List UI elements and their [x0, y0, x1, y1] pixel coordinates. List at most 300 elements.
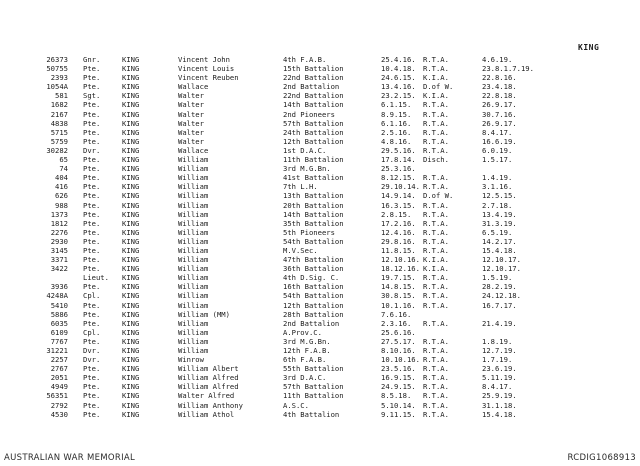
unit: 57th Battalion	[283, 382, 344, 392]
given-names: William	[178, 200, 209, 210]
return-date: 3.1.16.	[482, 182, 513, 192]
rank: Pte.	[83, 155, 101, 165]
table-row	[0, 373, 640, 382]
given-names: William Alfred	[178, 382, 239, 392]
given-names: Walter Alfred	[178, 391, 235, 401]
fate: R.T.A.	[423, 391, 449, 401]
unit: 11th Battalion	[283, 391, 344, 401]
given-names: William	[178, 264, 209, 274]
unit: 16th Battalion	[283, 282, 344, 292]
rank: Pte.	[83, 109, 101, 119]
rank: Pte.	[83, 227, 101, 237]
enlistment-date: 19.7.15.	[381, 273, 416, 283]
fate: R.T.A.	[423, 127, 449, 137]
enlistment-date: 2.3.16.	[381, 318, 412, 328]
service-number: 74	[59, 164, 68, 174]
service-number: 50755	[46, 64, 68, 74]
given-names: William	[178, 164, 209, 174]
fate: K.I.A.	[423, 73, 449, 83]
enlistment-date: 24.6.15.	[381, 73, 416, 83]
return-date: 31.1.18.	[482, 400, 517, 410]
given-names: William	[178, 209, 209, 219]
unit: 12th Battalion	[283, 136, 344, 146]
return-date: 6.0.19.	[482, 145, 513, 155]
enlistment-date: 11.8.15.	[381, 245, 416, 255]
document-id: RCDIG1068913	[567, 453, 636, 463]
unit: 3rd M.G.Bn.	[283, 336, 331, 346]
service-number: 1373	[50, 209, 68, 219]
return-date: 5.11.19.	[482, 373, 517, 383]
rank: Dvr.	[83, 346, 101, 355]
unit: 2nd Battalion	[283, 82, 340, 92]
rank: Pte.	[83, 300, 101, 310]
service-number: 2276	[50, 227, 68, 237]
unit: A.S.C.	[283, 400, 309, 410]
enlistment-date: 17.2.16.	[381, 218, 416, 228]
surname: KING	[122, 173, 140, 183]
given-names: Walter	[178, 136, 204, 146]
enlistment-date: 25.4.16.	[381, 55, 416, 64]
table-row	[0, 82, 640, 91]
rank: Pte.	[83, 318, 101, 328]
rank: Pte.	[83, 264, 101, 274]
surname: KING	[122, 55, 140, 64]
return-date: 14.2.17.	[482, 236, 517, 246]
service-number: 988	[55, 200, 68, 210]
surname: KING	[122, 109, 140, 119]
service-number: 3936	[50, 282, 68, 292]
enlistment-date: 25.6.16.	[381, 327, 416, 337]
table-row	[0, 282, 640, 291]
enlistment-date: 10.10.16.	[381, 355, 420, 365]
service-number: 4949	[50, 382, 68, 392]
enlistment-date: 8.5.18.	[381, 391, 412, 401]
enlistment-date: 2.8.15.	[381, 209, 412, 219]
surname: KING	[122, 364, 140, 374]
table-row	[0, 355, 640, 364]
rank: Pte.	[83, 164, 101, 174]
service-number: 6035	[50, 318, 68, 328]
rank: Gnr.	[83, 55, 101, 64]
service-number: 2930	[50, 236, 68, 246]
rank: Pte.	[83, 391, 101, 401]
surname: KING	[122, 182, 140, 192]
return-date: 24.12.18.	[482, 291, 521, 301]
service-number: 1054A	[46, 82, 68, 92]
unit: 5th Pioneers	[283, 227, 335, 237]
service-number: 2767	[50, 364, 68, 374]
fate: R.T.A.	[423, 245, 449, 255]
table-row	[0, 128, 640, 137]
footer	[0, 450, 640, 466]
given-names: William	[178, 255, 209, 265]
table-row	[0, 155, 640, 164]
surname: KING	[122, 64, 140, 74]
return-date: 16.6.19.	[482, 136, 517, 146]
return-date: 8.4.17.	[482, 127, 513, 137]
unit: 14th Battalion	[283, 100, 344, 110]
given-names: William	[178, 273, 209, 283]
given-names: William Anthony	[178, 400, 243, 410]
fate: R.T.A.	[423, 346, 449, 355]
table-row	[0, 146, 640, 155]
given-names: William	[178, 245, 209, 255]
return-date: 2.7.18.	[482, 200, 513, 210]
service-number: 2051	[50, 373, 68, 383]
return-date: 30.7.16.	[482, 109, 517, 119]
enlistment-date: 8.10.16.	[381, 346, 416, 355]
given-names: Vincent Reuben	[178, 73, 239, 83]
enlistment-date: 29.8.16.	[381, 236, 416, 246]
fate: R.T.A.	[423, 373, 449, 383]
surname: KING	[122, 145, 140, 155]
table-row	[0, 173, 640, 182]
return-date: 22.8.16.	[482, 73, 517, 83]
return-date: 26.9.17.	[482, 100, 517, 110]
given-names: William	[178, 218, 209, 228]
unit: 12th Battalion	[283, 300, 344, 310]
unit: 3rd D.A.C.	[283, 373, 327, 383]
surname: KING	[122, 309, 140, 319]
enlistment-date: 16.3.15.	[381, 200, 416, 210]
service-number: 56351	[46, 391, 68, 401]
surname: KING	[122, 127, 140, 137]
fate: R.T.A.	[423, 209, 449, 219]
table-row	[0, 382, 640, 391]
unit: 4th F.A.B.	[283, 55, 327, 64]
rank: Pte.	[83, 64, 101, 74]
unit: 41st Battalion	[283, 173, 344, 183]
return-date: 16.7.17.	[482, 300, 517, 310]
return-date: 8.4.17.	[482, 382, 513, 392]
surname: KING	[122, 273, 140, 283]
rank: Dvr.	[83, 145, 101, 155]
table-row	[0, 246, 640, 255]
unit: 2nd Pioneers	[283, 109, 335, 119]
unit: 6th F.A.B.	[283, 355, 327, 365]
given-names: William	[178, 227, 209, 237]
enlistment-date: 24.9.15.	[381, 382, 416, 392]
table-row	[0, 119, 640, 128]
surname: KING	[122, 409, 140, 419]
surname: KING	[122, 355, 140, 365]
rank: Pte.	[83, 364, 101, 374]
fate: D.of W.	[423, 82, 454, 92]
unit: 57th Battalion	[283, 118, 344, 128]
rank: Cpl.	[83, 327, 101, 337]
table-row	[0, 273, 640, 282]
service-number: 2167	[50, 109, 68, 119]
fate: R.T.A.	[423, 291, 449, 301]
enlistment-date: 12.4.16.	[381, 227, 416, 237]
return-date: 12.5.15.	[482, 191, 517, 201]
table-row	[0, 301, 640, 310]
enlistment-date: 14.8.15.	[381, 282, 416, 292]
service-number: 4530	[50, 409, 68, 419]
enlistment-date: 30.8.15.	[381, 291, 416, 301]
unit: 4th Battalion	[283, 409, 340, 419]
surname: KING	[122, 391, 140, 401]
given-names: William	[178, 191, 209, 201]
table-row	[0, 110, 640, 119]
fate: R.T.A.	[423, 400, 449, 410]
unit: 54th Battalion	[283, 236, 344, 246]
fate: R.T.A.	[423, 282, 449, 292]
unit: 1st D.A.C.	[283, 145, 327, 155]
enlistment-date: 8.9.15.	[381, 109, 412, 119]
service-number: 2792	[50, 400, 68, 410]
fate: R.T.A.	[423, 64, 449, 74]
return-date: 21.4.19.	[482, 318, 517, 328]
surname: KING	[122, 227, 140, 237]
surname: KING	[122, 245, 140, 255]
rank: Pte.	[83, 309, 101, 319]
given-names: William	[178, 173, 209, 183]
return-date: 1.8.19.	[482, 336, 513, 346]
service-number: 65	[59, 155, 68, 165]
enlistment-date: 29.5.16.	[381, 145, 416, 155]
fate: K.I.A.	[423, 255, 449, 265]
given-names: William	[178, 346, 209, 355]
given-names: William Athol	[178, 409, 235, 419]
fate: K.I.A.	[423, 264, 449, 274]
return-date: 4.6.19.	[482, 55, 513, 64]
surname: KING	[122, 318, 140, 328]
service-number: 1682	[50, 100, 68, 110]
enlistment-date: 16.9.15.	[381, 373, 416, 383]
fate: R.T.A.	[423, 227, 449, 237]
fate: R.T.A.	[423, 355, 449, 365]
rank: Pte.	[83, 218, 101, 228]
surname: KING	[122, 191, 140, 201]
rank: Pte.	[83, 373, 101, 383]
table-row	[0, 55, 640, 64]
table-row	[0, 319, 640, 328]
rank: Pte.	[83, 191, 101, 201]
surname: KING	[122, 327, 140, 337]
given-names: William (MM)	[178, 309, 230, 319]
fate: R.T.A.	[423, 318, 449, 328]
return-date: 25.9.19.	[482, 391, 517, 401]
table-row	[0, 255, 640, 264]
surname: KING	[122, 136, 140, 146]
table-row	[0, 310, 640, 319]
given-names: Walter	[178, 91, 204, 101]
table-row	[0, 164, 640, 173]
nominal-roll-list	[0, 55, 640, 419]
enlistment-date: 9.11.15.	[381, 409, 416, 419]
service-number: 4248A	[46, 291, 68, 301]
table-row	[0, 346, 640, 355]
service-number: 31221	[46, 346, 68, 355]
given-names: William	[178, 155, 209, 165]
service-number: 7767	[50, 336, 68, 346]
given-names: William	[178, 318, 209, 328]
fate: R.T.A.	[423, 364, 449, 374]
institution-label: AUSTRALIAN WAR MEMORIAL	[4, 453, 136, 463]
given-names: Vincent Louis	[178, 64, 235, 74]
given-names: William	[178, 327, 209, 337]
rank: Pte.	[83, 336, 101, 346]
surname: KING	[122, 300, 140, 310]
given-names: Winrow	[178, 355, 204, 365]
return-date: 15.4.18.	[482, 245, 517, 255]
return-date: 6.5.19.	[482, 227, 513, 237]
enlistment-date: 14.9.14.	[381, 191, 416, 201]
enlistment-date: 10.4.18.	[381, 64, 416, 74]
fate: R.T.A.	[423, 182, 449, 192]
unit: 35th Battalion	[283, 218, 344, 228]
table-row	[0, 391, 640, 400]
fate: R.T.A.	[423, 218, 449, 228]
return-date: 15.4.18.	[482, 409, 517, 419]
surname: KING	[122, 291, 140, 301]
surname: KING	[122, 236, 140, 246]
fate: R.T.A.	[423, 382, 449, 392]
surname: KING	[122, 91, 140, 101]
table-row	[0, 210, 640, 219]
fate: R.T.A.	[423, 136, 449, 146]
enlistment-date: 18.12.16.	[381, 264, 420, 274]
return-date: 23.6.19.	[482, 364, 517, 374]
service-number: 416	[55, 182, 68, 192]
unit: 20th Battalion	[283, 200, 344, 210]
service-number: 3145	[50, 245, 68, 255]
enlistment-date: 25.3.16.	[381, 164, 416, 174]
service-number: 1812	[50, 218, 68, 228]
given-names: William	[178, 282, 209, 292]
unit: 47th Battalion	[283, 255, 344, 265]
return-date: 1.4.19.	[482, 173, 513, 183]
enlistment-date: 23.2.15.	[381, 91, 416, 101]
rank: Pte.	[83, 409, 101, 419]
fate: R.T.A.	[423, 109, 449, 119]
enlistment-date: 7.6.16.	[381, 309, 412, 319]
unit: M.V.Sec.	[283, 245, 318, 255]
table-row	[0, 219, 640, 228]
rank: Pte.	[83, 182, 101, 192]
fate: R.T.A.	[423, 300, 449, 310]
unit: 36th Battalion	[283, 264, 344, 274]
enlistment-date: 13.4.16.	[381, 82, 416, 92]
enlistment-date: 4.8.16.	[381, 136, 412, 146]
service-number: 5886	[50, 309, 68, 319]
return-date: 1.7.19.	[482, 355, 513, 365]
table-row	[0, 291, 640, 300]
given-names: William	[178, 291, 209, 301]
given-names: Walter	[178, 118, 204, 128]
fate: R.T.A.	[423, 273, 449, 283]
given-names: William	[178, 236, 209, 246]
fate: Disch.	[423, 155, 449, 165]
rank: Sgt.	[83, 91, 101, 101]
table-row	[0, 64, 640, 73]
rank: Pte.	[83, 245, 101, 255]
unit: 2nd Battalion	[283, 318, 340, 328]
given-names: Walter	[178, 100, 204, 110]
service-number: 5759	[50, 136, 68, 146]
return-date: 12.10.17.	[482, 255, 521, 265]
surname: KING	[122, 373, 140, 383]
table-row	[0, 264, 640, 273]
fate: R.T.A.	[423, 145, 449, 155]
given-names: Wallace	[178, 145, 209, 155]
surname: KING	[122, 382, 140, 392]
table-row	[0, 237, 640, 246]
given-names: Walter	[178, 127, 204, 137]
given-names: William	[178, 182, 209, 192]
surname: KING	[122, 255, 140, 265]
service-number: 4838	[50, 118, 68, 128]
return-date: 31.3.19.	[482, 218, 517, 228]
service-number: 3422	[50, 264, 68, 274]
table-row	[0, 337, 640, 346]
table-row	[0, 73, 640, 82]
given-names: William	[178, 336, 209, 346]
fate: R.T.A.	[423, 336, 449, 346]
enlistment-date: 23.5.16.	[381, 364, 416, 374]
rank: Pte.	[83, 127, 101, 137]
rank: Pte.	[83, 282, 101, 292]
table-row	[0, 191, 640, 200]
table-row	[0, 401, 640, 410]
enlistment-date: 12.10.16.	[381, 255, 420, 265]
service-number: 6109	[50, 327, 68, 337]
rank: Pte.	[83, 82, 101, 92]
rank: Pte.	[83, 118, 101, 128]
return-date: 23.4.18.	[482, 82, 517, 92]
unit: 24th Battalion	[283, 127, 344, 137]
return-date: 22.8.18.	[482, 91, 517, 101]
return-date: 26.9.17.	[482, 118, 517, 128]
surname: KING	[122, 155, 140, 165]
fate: D.of W.	[423, 191, 454, 201]
return-date: 12.10.17.	[482, 264, 521, 274]
service-number: 3371	[50, 255, 68, 265]
given-names: William	[178, 300, 209, 310]
return-date: 28.2.19.	[482, 282, 517, 292]
service-number: 581	[55, 91, 68, 101]
unit: 55th Battalion	[283, 364, 344, 374]
surname: KING	[122, 218, 140, 228]
unit: 7th L.H.	[283, 182, 318, 192]
surname: KING	[122, 282, 140, 292]
given-names: William Alfred	[178, 373, 239, 383]
enlistment-date: 10.1.16.	[381, 300, 416, 310]
unit: 54th Battalion	[283, 291, 344, 301]
service-number: 404	[55, 173, 68, 183]
unit: 14th Battalion	[283, 209, 344, 219]
service-number: 30282	[46, 145, 68, 155]
fate: R.T.A.	[423, 409, 449, 419]
rank: Dvr.	[83, 355, 101, 365]
surname: KING	[122, 336, 140, 346]
enlistment-date: 5.10.14.	[381, 400, 416, 410]
unit: 22nd Battalion	[283, 73, 344, 83]
table-row	[0, 328, 640, 337]
surname: KING	[122, 400, 140, 410]
enlistment-date: 29.10.14.	[381, 182, 420, 192]
rank: Cpl.	[83, 291, 101, 301]
unit: 15th Battalion	[283, 64, 344, 74]
surname: KING	[122, 209, 140, 219]
table-row	[0, 91, 640, 100]
surname: KING	[122, 100, 140, 110]
surname: KING	[122, 82, 140, 92]
unit: 12th F.A.B.	[283, 346, 331, 355]
service-number: 5715	[50, 127, 68, 137]
table-row	[0, 228, 640, 237]
